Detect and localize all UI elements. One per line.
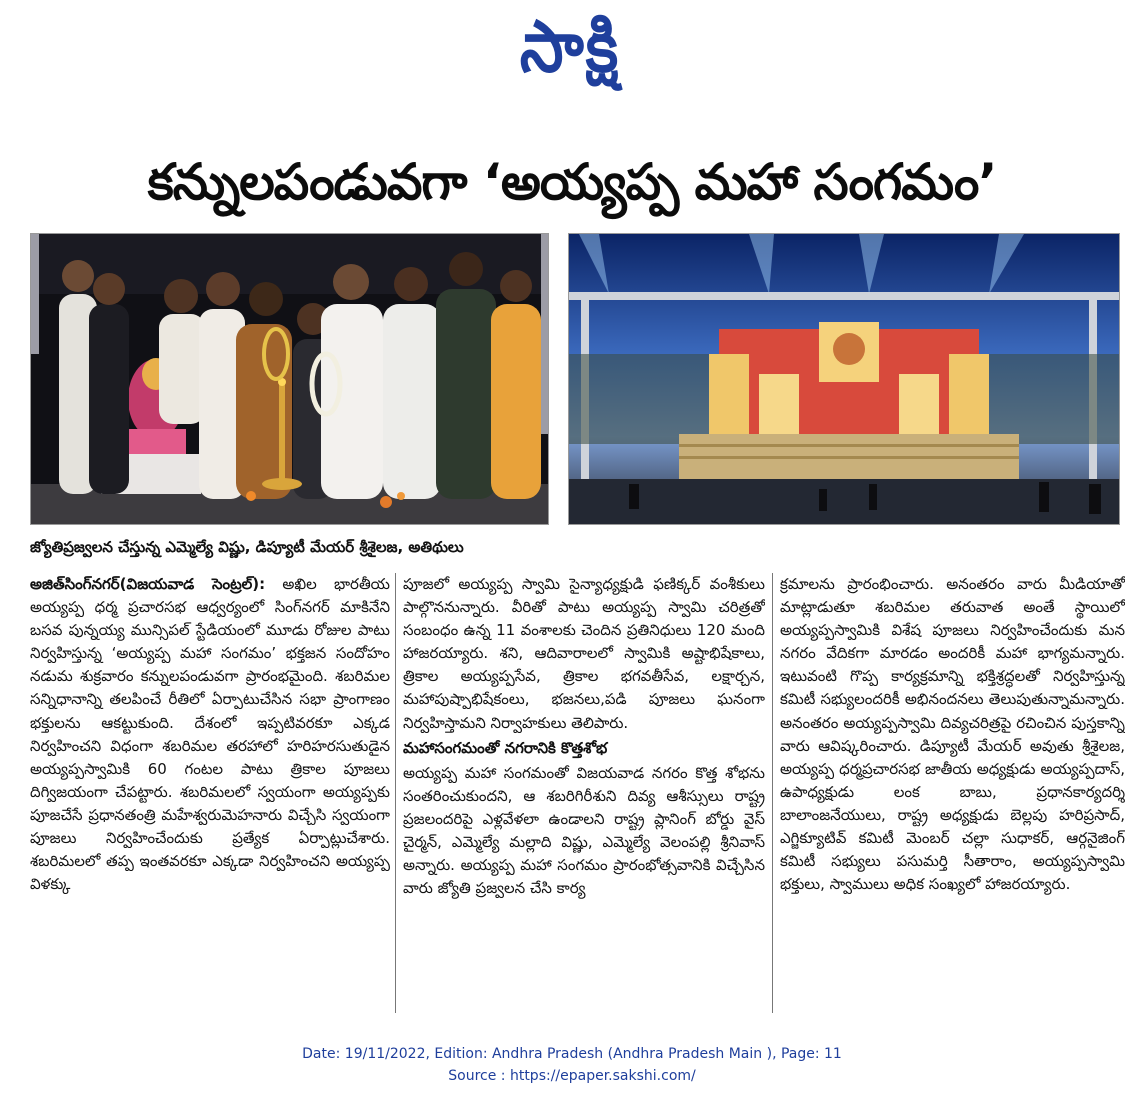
footer-date-edition: Date: 19/11/2022, Edition: Andhra Pradesh (Andhra Pradesh Main ), Page: 11	[302, 1046, 842, 1062]
sakshi-logo	[470, 4, 670, 100]
article-text-col1: అఖిల భారతీయ అయ్యప్ప ధర్మ ప్రచారసభ ఆధ్వర్యంలో సింగ్‌నగర్ మాకినేని బసవ పున్నయ్య మున్సిపల్ స్టేడియంలో మూడు రోజుల పాటు నిర్వహిస్తున్న ‘అయ్యప్ప మహా సంగమం’ భక్తజన సందోహం నడుమ శుక్రవారం కన్నులపండువగా ప్రారంభమైంది. శబరిమల సన్నిధానాన్ని తలపించే రీతిలో ఏర్పాటుచేసిన సభా ప్రాంగాణం భక్తులను ఆకట్టుకుంది. దేశంలో ఇప్పటివరకూ ఎక్కడ నిర్వహించని విధంగా శబరిమల తరహాలో హరిహరసుతుడైన అయ్యప్పస్వామికి 60 గంటల పాటు త్రికాల పూజలు దిగ్విజయంగా చేపట్టారు. శబరిమలలో స్వయంగా అయ్యప్పకు పూజచేసే ప్రధానతంత్రి మహేశ్వరుమెహనారు విచ్చేసి స్వయంగా పూజలు నిర్వహించేందుకు ప్రత్యేక ఏర్పాట్లుచేశారు. శబరిమలలో తప్ప ఇంతవరకూ ఎక్కడా నిర్వహించని అయ్యప్ప విళక్కు	[30, 575, 390, 894]
stage-illustration	[569, 234, 1119, 524]
article-text-col2a: పూజలో అయ్యప్ప స్వామి సైన్యాధ్యక్షుడి ఫణిక్కర్ వంశీకులు పాల్గొననున్నారు. వీరితో పాటు అయ్యప్ప స్వామి చరిత్రతో సంబంధం ఉన్న 11 వంశాలకు చెందిన ప్రతినిధులు 120 మంది హాజరయ్యారు. శని, ఆదివారాలలో స్వామికి అష్టాభిషేకాలు, త్రికాల అయ్యప్పసేవ, త్రికాల భగవతీసేవ, లక్షార్చన, మహాపుష్పాభిషేకంలు, భజనలు,పడి పూజలు ఘనంగా నిర్వహిస్తామని నిర్వాహకులు తెలిపారు.	[403, 575, 765, 732]
article-subheading: మహాసంగమంతో నగరానికి కొత్తశోభ	[403, 738, 608, 757]
article-text-col2b: అయ్యప్ప మహా సంగమంతో విజయవాడ నగరం కొత్త శోభను సంతరించుకుందని, ఆ శబరిగిరీశుని దివ్య ఆశీస్సులు రాష్ట్ర ప్రజలందరిపై ఎళ్లవేళలా ఉండాలని రాష్ట్ర ప్లానింగ్ బోర్డు వైస్ చైర్మన్, ఎమ్మెల్యే మల్లాది విష్ణు, ఎమ్మెల్యే వెలంపల్లి శ్రీనివాస్ అన్నారు. అయ్యప్ప మహా సంగమం ప్రారంభోత్సవానికి విచ్చేసిన వారు జ్యోతి ప్రజ్వలన చేసి కార్య	[403, 763, 765, 898]
article-column-1	[30, 573, 390, 1013]
article-headline: కన్నులపండువగా ‘అయ్యప్ప మహా సంగమం’	[147, 153, 997, 211]
column-divider	[772, 573, 773, 1013]
article-dateline: అజిత్‌సింగ్‌నగర్(విజయవాడ సెంట్రల్):	[30, 575, 266, 593]
photo-lamp-lighting	[30, 233, 549, 525]
photo-illuminated-stage	[568, 233, 1120, 525]
article-column-3	[780, 573, 1125, 1013]
article-column-2	[403, 573, 765, 1013]
logo-text: సాక్షి	[519, 4, 621, 89]
lamp-lighting-illustration	[31, 234, 548, 524]
footer-source: Source : https://epaper.sakshi.com/	[448, 1068, 696, 1084]
article-text-col3: క్రమాలను ప్రారంభించారు. అనంతరం వారు మీడియాతో మాట్లాడుతూ శబరిమల తరువాత అంతే స్థాయిలో అయ్యప్పస్వామికి విశేష పూజలు నిర్వహించేందుకు మన నగరం వేదికగా మారడం అందరికీ మహా భాగ్యమన్నారు. ఇటువంటి గొప్ప కార్యక్రమాన్ని భక్తిశ్రద్ధలతో నిర్వహిస్తున్న కమిటీ సభ్యులందరికీ అభినందనలు తెలుపుతున్నామన్నారు. అనంతరం అయ్యప్పస్వామి దివ్యచరిత్రపై రచించిన పుస్తకాన్ని వారు ఆవిష్కరించారు. డిప్యూటీ మేయర్ అవుతు శ్రీశైలజ, అయ్యప్ప ధర్మప్రచారసభ జాతీయ అధ్యక్షుడు అయ్యప్పదాస్, ఉపాధ్యక్షుడు లంక బాబు, ప్రధానకార్యదర్శి బాలాంజనేయులు, రాష్ట్ర అధ్యక్షుడు బెల్లపు హరిప్రసాద్, ఎగ్జిక్యూటివ్ కమిటీ మెంబర్ చల్లా సుధాకర్, ఆర్గనైజింగ్ కమిటీ సభ్యులు పసుమర్తి సీతారాం, అయ్యప్పస్వామి భక్తులు, స్వాములు అధిక సంఖ్యలో హాజరయ్యారు.	[780, 575, 1125, 894]
photo-caption: జ్యోతిప్రజ్వలన చేస్తున్న ఎమ్మెల్యే విష్ణు, డిప్యూటీ మేయర్ శ్రీశైలజ, అతిథులు	[30, 538, 464, 556]
column-divider	[395, 573, 396, 1013]
